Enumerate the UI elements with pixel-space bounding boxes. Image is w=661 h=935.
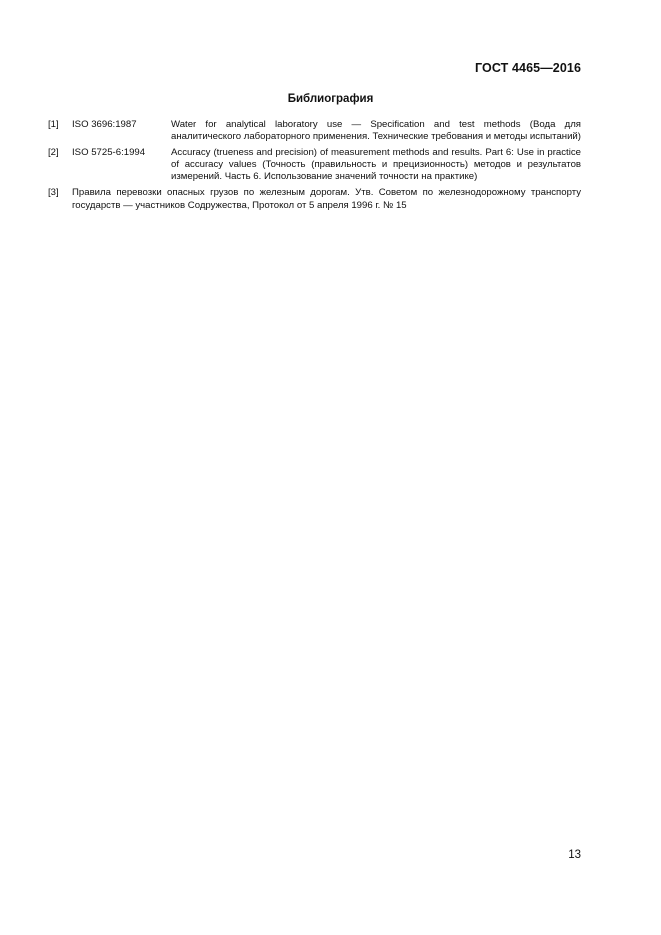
- bibliography-entry-1: [48, 119, 581, 143]
- entry-text: Правила перевозки опасных грузов по железным дорогам. Утв. Советом по железнодорожному транспорту государств — участников Содружества, Протокол от 5 апреля 1996 г. № 15: [72, 187, 581, 211]
- entry-number: [2]: [48, 147, 59, 159]
- entry-number: [3]: [48, 187, 59, 199]
- entry-code: ISO 5725-6:1994: [72, 147, 146, 159]
- entry-text: Accuracy (trueness and precision) of measurement methods and results. Part 6: Use in practice of accuracy values (Точность (правильность и прецизионность) методов и результатов измерений. Часть 6. Использование значений точности на практике): [171, 147, 581, 183]
- entry-code: ISO 3696:1987: [72, 119, 137, 130]
- bibliography-entry-2: [48, 147, 581, 183]
- entry-number: [1]: [48, 119, 59, 130]
- bibliography-list: [48, 119, 581, 216]
- entry-text: Water for analytical laboratory use — Specification and test methods (Вода для аналитического лабораторного применения. Технические требования и методы испытаний): [171, 119, 581, 143]
- bibliography-entry-3: [48, 187, 581, 211]
- page-title: Библиография: [287, 93, 374, 105]
- page-number: 13: [568, 849, 581, 861]
- document-header-code: ГОСТ 4465—2016: [475, 61, 581, 75]
